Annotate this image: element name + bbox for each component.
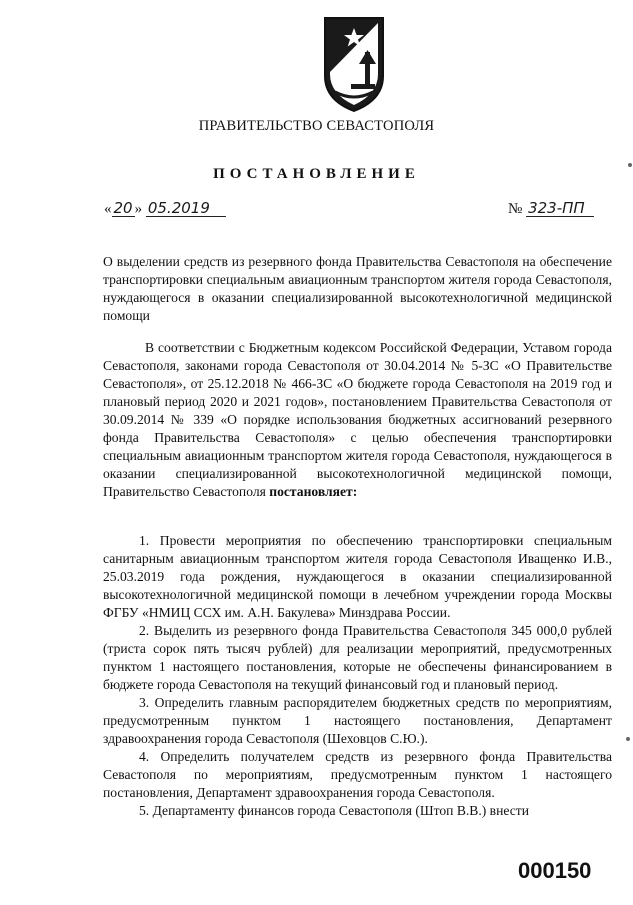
resolution-items <box>103 532 612 820</box>
document-type-title: ПОСТАНОВЛЕНИЕ <box>213 166 420 182</box>
preamble <box>103 339 612 501</box>
document-subject <box>103 253 612 325</box>
date-quote-open: « <box>104 201 112 217</box>
date-day: 20 <box>113 199 133 217</box>
scan-speck <box>628 163 632 167</box>
list-item: 2. Выделить из резервного фонда Правительства Севастополя 345 000,0 рублей (триста сорок пять тысяч рублей) для реализации мероприятий, предусмотренных пунктом 1 настоящего постановления, которые не обеспечены финансированием в бюджете города Севастополя на текущий финансовый год и плановый период. <box>103 623 612 692</box>
coat-of-arms-emblem <box>321 14 387 114</box>
list-item: 3. Определить главным распорядителем бюджетных средств по мероприятиям, предусмотренным пунктом 1 настоящего постановления, Департамент здравоохранения города Севастополя (Шеховцов С.Ю.). <box>103 695 612 746</box>
document-date <box>104 201 226 218</box>
preamble-paragraph <box>103 339 612 501</box>
number-prefix: № <box>508 201 523 217</box>
number-value: 323-ПП <box>526 201 594 217</box>
list-item: 1. Провести мероприятия по обеспечению транспортировки специальным санитарным авиационным транспортом жителя города Севастополя Иващенко И.В., 25.03.2019 года рождения, нуждающегося в оказании специализированной высокотехнологичной медицинской помощи в лечебном учреждении города Москвы ФГБУ «НМИЦ ССХ им. А.Н. Бакулева» Минздрава России. <box>103 533 612 620</box>
page-number: 000150 <box>518 858 592 883</box>
date-quote-close: » <box>134 201 143 217</box>
preamble-text: В соответствии с Бюджетным кодексом Российской Федерации, Уставом города Севастополя, законами города Севастополя от 30.04.2014 № 5-ЗС «О Правительстве Севастополя», от 25.12.2018 № 466-ЗС «О бюджете города Севастополя на 2019 год и плановый период 2020 и 2021 годов», постановлением Правительства Севастополя от 30.09.2014 № 339 «О порядке использования бюджетных ассигнований резервного фонда Правительства Севастополя» с целью обеспечения транспортировки специальным авиационным транспортом жителя города Севастополя, нуждающегося в оказании специализированной высокотехнологичной медицинской помощи, Правительство Севастополя <box>103 340 612 499</box>
date-month-year: 05.2019 <box>146 201 226 217</box>
scan-speck <box>626 737 630 741</box>
subject-text: О выделении средств из резервного фонда Правительства Севастополя на обеспечение транспортировки специальным авиационным транспортом жителя города Севастополя, нуждающегося в оказании специализированной высокотехнологичной медицинской помощи <box>103 254 612 323</box>
government-name: ПРАВИТЕЛЬСТВО СЕВАСТОПОЛЯ <box>198 118 435 134</box>
preamble-verb: постановляет: <box>269 484 358 499</box>
list-item: 5. Департаменту финансов города Севастополя (Штоп В.В.) внести <box>139 803 529 818</box>
document-number <box>508 201 594 218</box>
list-item: 4. Определить получателем средств из резервного фонда Правительства Севастополя по мероприятиям, предусмотренным пунктом 1 настоящего постановления, Департамент здравоохранения города Севастополя. <box>103 749 612 800</box>
